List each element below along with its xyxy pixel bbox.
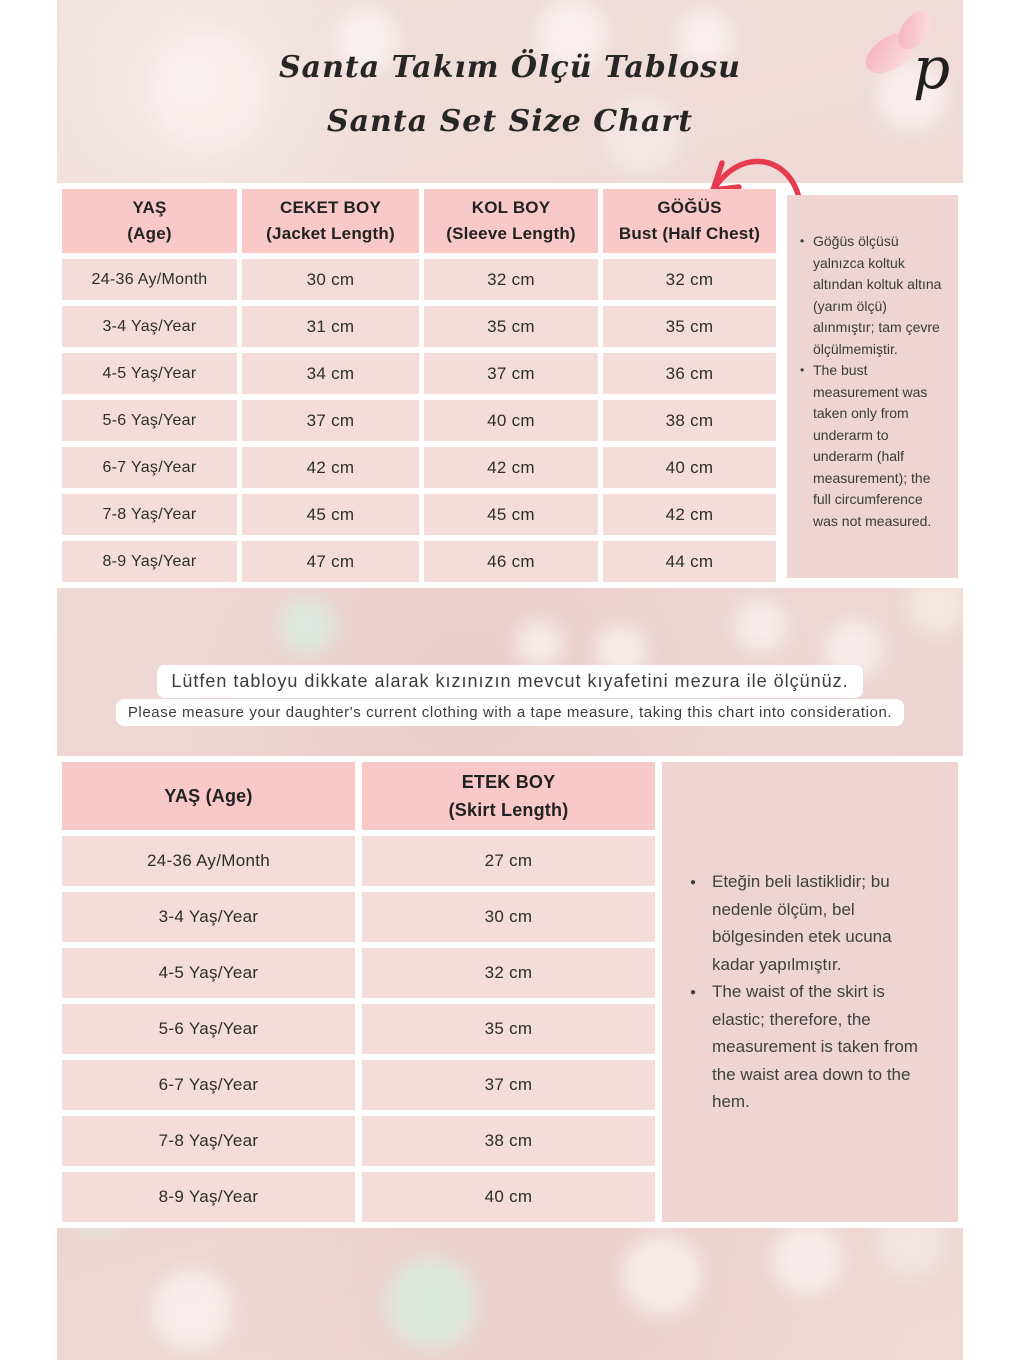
page-title-turkish: Santa Takım Ölçü Tablosu [279,50,741,85]
skirt-length-cell: 32 cm [362,948,655,998]
header-line: KOL BOY [471,198,551,217]
bokeh-circle [772,1225,842,1295]
instruction-english-wrap [57,699,963,726]
bokeh-circle [735,600,787,652]
header-line: GÖĞÜS [657,198,722,217]
header-line: (Jacket Length) [266,224,395,243]
bokeh-circle [622,1235,702,1315]
column-header-age [62,762,355,830]
jacket-length-cell: 47 cm [242,541,419,582]
bokeh-circle [152,1270,232,1350]
header-line: Bust (Half Chest) [618,224,761,243]
age-cell: 4-5 Yaş/Year [62,948,355,998]
age-cell: 6-7 Yaş/Year [62,447,237,488]
jacket-length-cell: 30 cm [242,259,419,300]
brand-letter: p [913,34,951,102]
page-title-english: Santa Set Size Chart [326,104,694,139]
column-header-bust [603,189,776,253]
size-chart-page [57,0,963,1360]
note-item-english: • The bust measurement was taken only from underarm to underarm (half measurement); the full circumference was not measured. [813,360,948,532]
age-cell: 24-36 Ay/Month [62,259,237,300]
sleeve-length-cell: 40 cm [424,400,598,441]
skirt-size-table [62,762,655,1222]
bust-cell: 44 cm [603,541,776,582]
note-item-english: ● The waist of the skirt is elastic; therefore, the measurement is taken from the waist area down to the hem. [712,978,934,1116]
skirt-length-cell: 40 cm [362,1172,655,1222]
jacket-length-cell: 42 cm [242,447,419,488]
column-header-age [62,189,237,253]
age-cell: 4-5 Yaş/Year [62,353,237,394]
instruction-english: Please measure your daughter's current clothing with a tape measure, taking this chart into consideration. [116,699,904,726]
sleeve-length-cell: 42 cm [424,447,598,488]
column-header-jacket-length [242,189,419,253]
bust-note-panel [787,195,958,578]
age-cell: 3-4 Yaş/Year [62,892,355,942]
sleeve-length-cell: 35 cm [424,306,598,347]
column-header-skirt-length [362,762,655,830]
skirt-length-cell: 35 cm [362,1004,655,1054]
header-line: (Sleeve Length) [446,224,576,243]
note-item-turkish: ● Eteğin beli lastiklidir; bu nedenle ölçüm, bel bölgesinden etek ucuna kadar yapılmıştır. [712,868,934,978]
age-cell: 8-9 Yaş/Year [62,541,237,582]
bust-cell: 35 cm [603,306,776,347]
jacket-length-cell: 31 cm [242,306,419,347]
bust-cell: 40 cm [603,447,776,488]
header-line: (Age) [127,224,172,243]
age-cell: 24-36 Ay/Month [62,836,355,886]
age-cell: 7-8 Yaş/Year [62,494,237,535]
jacket-length-cell: 34 cm [242,353,419,394]
bokeh-circle [279,598,335,654]
bokeh-circle [515,620,563,668]
age-cell: 5-6 Yaş/Year [62,400,237,441]
age-cell: 3-4 Yaş/Year [62,306,237,347]
header-line: YAŞ (Age) [164,786,253,806]
skirt-length-cell: 27 cm [362,836,655,886]
age-cell: 5-6 Yaş/Year [62,1004,355,1054]
sleeve-length-cell: 45 cm [424,494,598,535]
bust-cell: 38 cm [603,400,776,441]
sleeve-length-cell: 32 cm [424,259,598,300]
jacket-length-cell: 45 cm [242,494,419,535]
note-item-turkish: • Göğüs ölçüsü yalnızca koltuk altından koltuk altına (yarım ölçü) alınmıştır; tam çevre ölçülmemiştir. [813,231,948,360]
skirt-length-cell: 37 cm [362,1060,655,1110]
age-cell: 8-9 Yaş/Year [62,1172,355,1222]
bokeh-circle [387,1258,477,1348]
header-line: ETEK BOY [461,772,556,792]
sleeve-length-cell: 37 cm [424,353,598,394]
bust-cell: 32 cm [603,259,776,300]
column-header-sleeve-length [424,189,598,253]
header-line: YAŞ [132,198,167,217]
skirt-note-panel [662,762,958,1222]
header-line: CEKET BOY [280,198,381,217]
jacket-length-cell: 37 cm [242,400,419,441]
age-cell: 6-7 Yaş/Year [62,1060,355,1110]
jacket-size-table [62,189,776,582]
bust-cell: 36 cm [603,353,776,394]
instruction-turkish: Lütfen tabloyu dikkate alarak kızınızın mevcut kıyafetini mezura ile ölçünüz. [157,665,862,698]
skirt-length-cell: 38 cm [362,1116,655,1166]
age-cell: 7-8 Yaş/Year [62,1116,355,1166]
header-line: (Skirt Length) [448,800,569,820]
bust-cell: 42 cm [603,494,776,535]
butterfly-logo-icon [853,8,963,108]
skirt-length-cell: 30 cm [362,892,655,942]
sleeve-length-cell: 46 cm [424,541,598,582]
instruction-turkish-wrap [57,665,963,698]
